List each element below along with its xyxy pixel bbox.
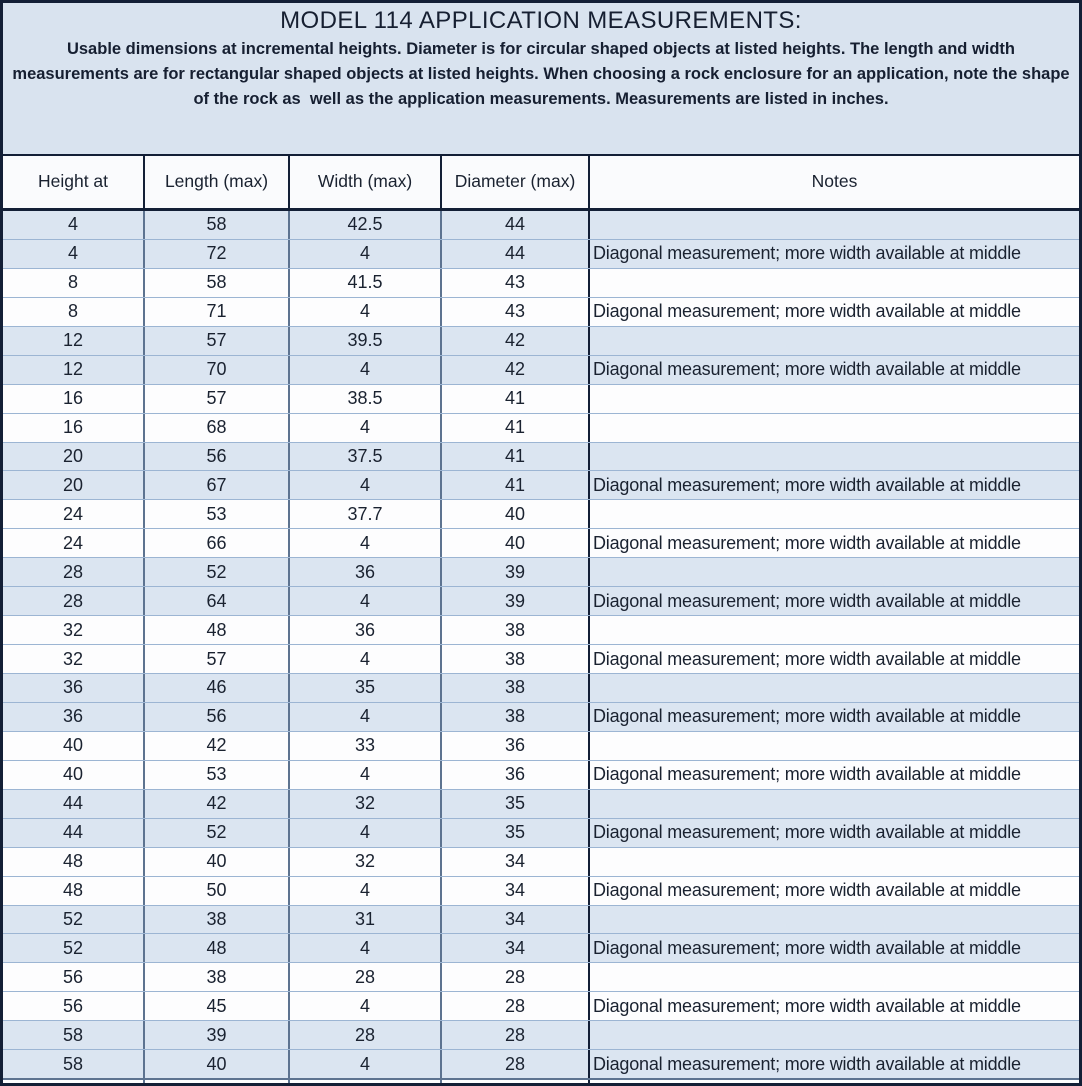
width-cell: 39.5 [290, 327, 442, 355]
notes-cell [590, 790, 1079, 818]
width-cell: 28 [290, 1021, 442, 1049]
column-header-length-max: Length (max) [145, 156, 290, 208]
table-row [3, 615, 1079, 644]
length-cell: 40 [145, 848, 290, 876]
table-row [3, 499, 1079, 528]
notes-cell: Diagonal measurement; more width available at middle [593, 359, 1021, 380]
length-cell: 48 [145, 616, 290, 644]
height-at-cell: 58 [3, 1021, 145, 1049]
notes-cell [590, 558, 1079, 586]
diameter-cell: 34 [442, 934, 590, 962]
width-cell: 4 [290, 703, 442, 731]
diameter-cell: 44 [442, 240, 590, 268]
partial-cell [290, 1080, 442, 1083]
notes-cell [590, 414, 1079, 442]
width-cell: 4 [290, 1050, 442, 1078]
length-cell: 67 [145, 471, 290, 499]
diameter-cell: 43 [442, 269, 590, 297]
length-cell: 68 [145, 414, 290, 442]
diameter-cell: 28 [442, 963, 590, 991]
height-at-cell: 28 [3, 558, 145, 586]
length-cell: 70 [145, 356, 290, 384]
height-at-cell: 56 [3, 963, 145, 991]
notes-cell: Diagonal measurement; more width available at middle [593, 1053, 1021, 1074]
table-row [3, 644, 1079, 673]
diameter-cell: 36 [442, 761, 590, 789]
width-cell: 28 [290, 963, 442, 991]
notes-cell [590, 616, 1079, 644]
table-row [3, 702, 1079, 731]
table-row [3, 905, 1079, 934]
table-row [3, 528, 1079, 557]
length-cell: 56 [145, 703, 290, 731]
height-at-cell: 24 [3, 529, 145, 557]
diameter-cell: 41 [442, 385, 590, 413]
table-row [3, 297, 1079, 326]
length-cell: 38 [145, 906, 290, 934]
length-cell: 52 [145, 558, 290, 586]
notes-cell: Diagonal measurement; more width available at middle [593, 822, 1021, 843]
table-row [3, 847, 1079, 876]
diameter-cell: 28 [442, 1050, 590, 1078]
width-cell: 4 [290, 240, 442, 268]
diameter-cell: 34 [442, 906, 590, 934]
length-cell: 39 [145, 1021, 290, 1049]
length-cell: 40 [145, 1050, 290, 1078]
notes-cell: Diagonal measurement; more width available at middle [593, 880, 1021, 901]
column-header-height-at: Height at [3, 156, 145, 208]
notes-cell [590, 1021, 1079, 1049]
table-row [3, 789, 1079, 818]
length-cell: 71 [145, 298, 290, 326]
table-row [3, 211, 1079, 239]
diameter-cell: 40 [442, 500, 590, 528]
height-at-cell: 12 [3, 356, 145, 384]
diameter-cell: 44 [442, 211, 590, 239]
width-cell: 4 [290, 587, 442, 615]
width-cell: 4 [290, 529, 442, 557]
intro-panel [3, 3, 1079, 154]
width-cell: 4 [290, 471, 442, 499]
diameter-cell: 41 [442, 471, 590, 499]
width-cell: 35 [290, 674, 442, 702]
column-header-width-max: Width (max) [290, 156, 442, 208]
diameter-cell: 40 [442, 529, 590, 557]
diameter-cell: 38 [442, 703, 590, 731]
table-row [3, 442, 1079, 471]
length-cell: 57 [145, 645, 290, 673]
width-cell: 37.7 [290, 500, 442, 528]
length-cell: 38 [145, 963, 290, 991]
notes-cell [590, 732, 1079, 760]
height-at-cell: 48 [3, 848, 145, 876]
height-at-cell: 40 [3, 761, 145, 789]
height-at-cell: 24 [3, 500, 145, 528]
length-cell: 66 [145, 529, 290, 557]
length-cell: 64 [145, 587, 290, 615]
notes-cell [590, 385, 1079, 413]
notes-cell: Diagonal measurement; more width available at middle [593, 590, 1021, 611]
height-at-cell: 44 [3, 819, 145, 847]
width-cell: 4 [290, 761, 442, 789]
width-cell: 4 [290, 356, 442, 384]
diameter-cell: 36 [442, 732, 590, 760]
length-cell: 58 [145, 269, 290, 297]
diameter-cell: 38 [442, 616, 590, 644]
length-cell: 45 [145, 992, 290, 1020]
diameter-cell: 43 [442, 298, 590, 326]
length-cell: 53 [145, 761, 290, 789]
height-at-cell: 28 [3, 587, 145, 615]
diameter-cell: 38 [442, 645, 590, 673]
diameter-cell: 42 [442, 327, 590, 355]
diameter-cell: 34 [442, 848, 590, 876]
height-at-cell: 16 [3, 385, 145, 413]
width-cell: 4 [290, 819, 442, 847]
notes-cell [590, 443, 1079, 471]
length-cell: 46 [145, 674, 290, 702]
height-at-cell: 4 [3, 240, 145, 268]
length-cell: 56 [145, 443, 290, 471]
length-cell: 57 [145, 385, 290, 413]
partial-cell [3, 1080, 145, 1083]
table-row [3, 413, 1079, 442]
width-cell: 31 [290, 906, 442, 934]
diameter-cell: 38 [442, 674, 590, 702]
table-row [3, 876, 1079, 905]
height-at-cell: 36 [3, 674, 145, 702]
height-at-cell: 44 [3, 790, 145, 818]
width-cell: 32 [290, 790, 442, 818]
height-at-cell: 20 [3, 443, 145, 471]
notes-cell: Diagonal measurement; more width available at middle [593, 937, 1021, 958]
height-at-cell: 40 [3, 732, 145, 760]
table-row [3, 991, 1079, 1020]
notes-cell [590, 211, 1079, 239]
length-cell: 50 [145, 877, 290, 905]
table-row [3, 326, 1079, 355]
length-cell: 42 [145, 732, 290, 760]
partial-cell [145, 1080, 290, 1083]
notes-cell: Diagonal measurement; more width available at middle [593, 532, 1021, 553]
table-row [3, 1049, 1079, 1078]
height-at-cell: 16 [3, 414, 145, 442]
height-at-cell: 58 [3, 1050, 145, 1078]
notes-cell: Diagonal measurement; more width available at middle [593, 764, 1021, 785]
table-row [3, 557, 1079, 586]
table-row [3, 962, 1079, 991]
table-header-row [3, 156, 1079, 211]
height-at-cell: 48 [3, 877, 145, 905]
partial-cell [590, 1080, 1079, 1083]
length-cell: 48 [145, 934, 290, 962]
notes-cell: Diagonal measurement; more width available at middle [593, 474, 1021, 495]
diameter-cell: 39 [442, 558, 590, 586]
width-cell: 4 [290, 877, 442, 905]
notes-cell [590, 906, 1079, 934]
width-cell: 4 [290, 645, 442, 673]
notes-cell [590, 500, 1079, 528]
width-cell: 36 [290, 616, 442, 644]
table-row [3, 268, 1079, 297]
notes-cell [590, 269, 1079, 297]
notes-cell [590, 848, 1079, 876]
measurements-table [3, 154, 1079, 1083]
diameter-cell: 41 [442, 414, 590, 442]
notes-cell [590, 963, 1079, 991]
length-cell: 53 [145, 500, 290, 528]
diameter-cell: 41 [442, 443, 590, 471]
notes-cell: Diagonal measurement; more width available at middle [593, 243, 1021, 264]
column-header-notes: Notes [811, 171, 858, 192]
notes-cell: Diagonal measurement; more width available at middle [593, 301, 1021, 322]
table-row [3, 384, 1079, 413]
height-at-cell: 56 [3, 992, 145, 1020]
height-at-cell: 36 [3, 703, 145, 731]
width-cell: 38.5 [290, 385, 442, 413]
width-cell: 4 [290, 992, 442, 1020]
width-cell: 32 [290, 848, 442, 876]
notes-cell [590, 327, 1079, 355]
table-row [3, 586, 1079, 615]
diameter-cell: 42 [442, 356, 590, 384]
notes-cell: Diagonal measurement; more width available at middle [593, 648, 1021, 669]
partial-cell [442, 1080, 590, 1083]
notes-cell [590, 674, 1079, 702]
diameter-cell: 34 [442, 877, 590, 905]
height-at-cell: 52 [3, 934, 145, 962]
page-title: MODEL 114 APPLICATION MEASUREMENTS: [280, 7, 802, 34]
table-row [3, 673, 1079, 702]
height-at-cell: 20 [3, 471, 145, 499]
height-at-cell: 4 [3, 211, 145, 239]
width-cell: 36 [290, 558, 442, 586]
height-at-cell: 32 [3, 616, 145, 644]
intro-paragraph: Usable dimensions at incremental heights. Diameter is for circular shaped objects at listed heights. The length and width measurements are for rectangular shaped objects at listed heights. When choosing a rock enclosure for an application, note the shape of the rock as well as the application measurements. Measurements are listed in inches. [12, 40, 1075, 108]
table-row [3, 760, 1079, 789]
diameter-cell: 35 [442, 819, 590, 847]
width-cell: 42.5 [290, 211, 442, 239]
width-cell: 37.5 [290, 443, 442, 471]
height-at-cell: 52 [3, 906, 145, 934]
notes-cell: Diagonal measurement; more width available at middle [593, 995, 1021, 1016]
width-cell: 4 [290, 414, 442, 442]
partial-clipped-row [3, 1078, 1079, 1083]
diameter-cell: 39 [442, 587, 590, 615]
length-cell: 57 [145, 327, 290, 355]
height-at-cell: 8 [3, 298, 145, 326]
diameter-cell: 35 [442, 790, 590, 818]
width-cell: 33 [290, 732, 442, 760]
width-cell: 4 [290, 934, 442, 962]
column-header-diameter-max: Diameter (max) [442, 156, 590, 208]
table-row [3, 933, 1079, 962]
table-body [3, 211, 1079, 1078]
table-row [3, 470, 1079, 499]
table-row [3, 1020, 1079, 1049]
height-at-cell: 32 [3, 645, 145, 673]
length-cell: 72 [145, 240, 290, 268]
diameter-cell: 28 [442, 1021, 590, 1049]
length-cell: 52 [145, 819, 290, 847]
notes-cell: Diagonal measurement; more width available at middle [593, 706, 1021, 727]
length-cell: 58 [145, 211, 290, 239]
width-cell: 4 [290, 298, 442, 326]
table-row [3, 731, 1079, 760]
height-at-cell: 8 [3, 269, 145, 297]
height-at-cell: 12 [3, 327, 145, 355]
width-cell: 41.5 [290, 269, 442, 297]
length-cell: 42 [145, 790, 290, 818]
table-row [3, 355, 1079, 384]
table-row [3, 818, 1079, 847]
diameter-cell: 28 [442, 992, 590, 1020]
table-row [3, 239, 1079, 268]
